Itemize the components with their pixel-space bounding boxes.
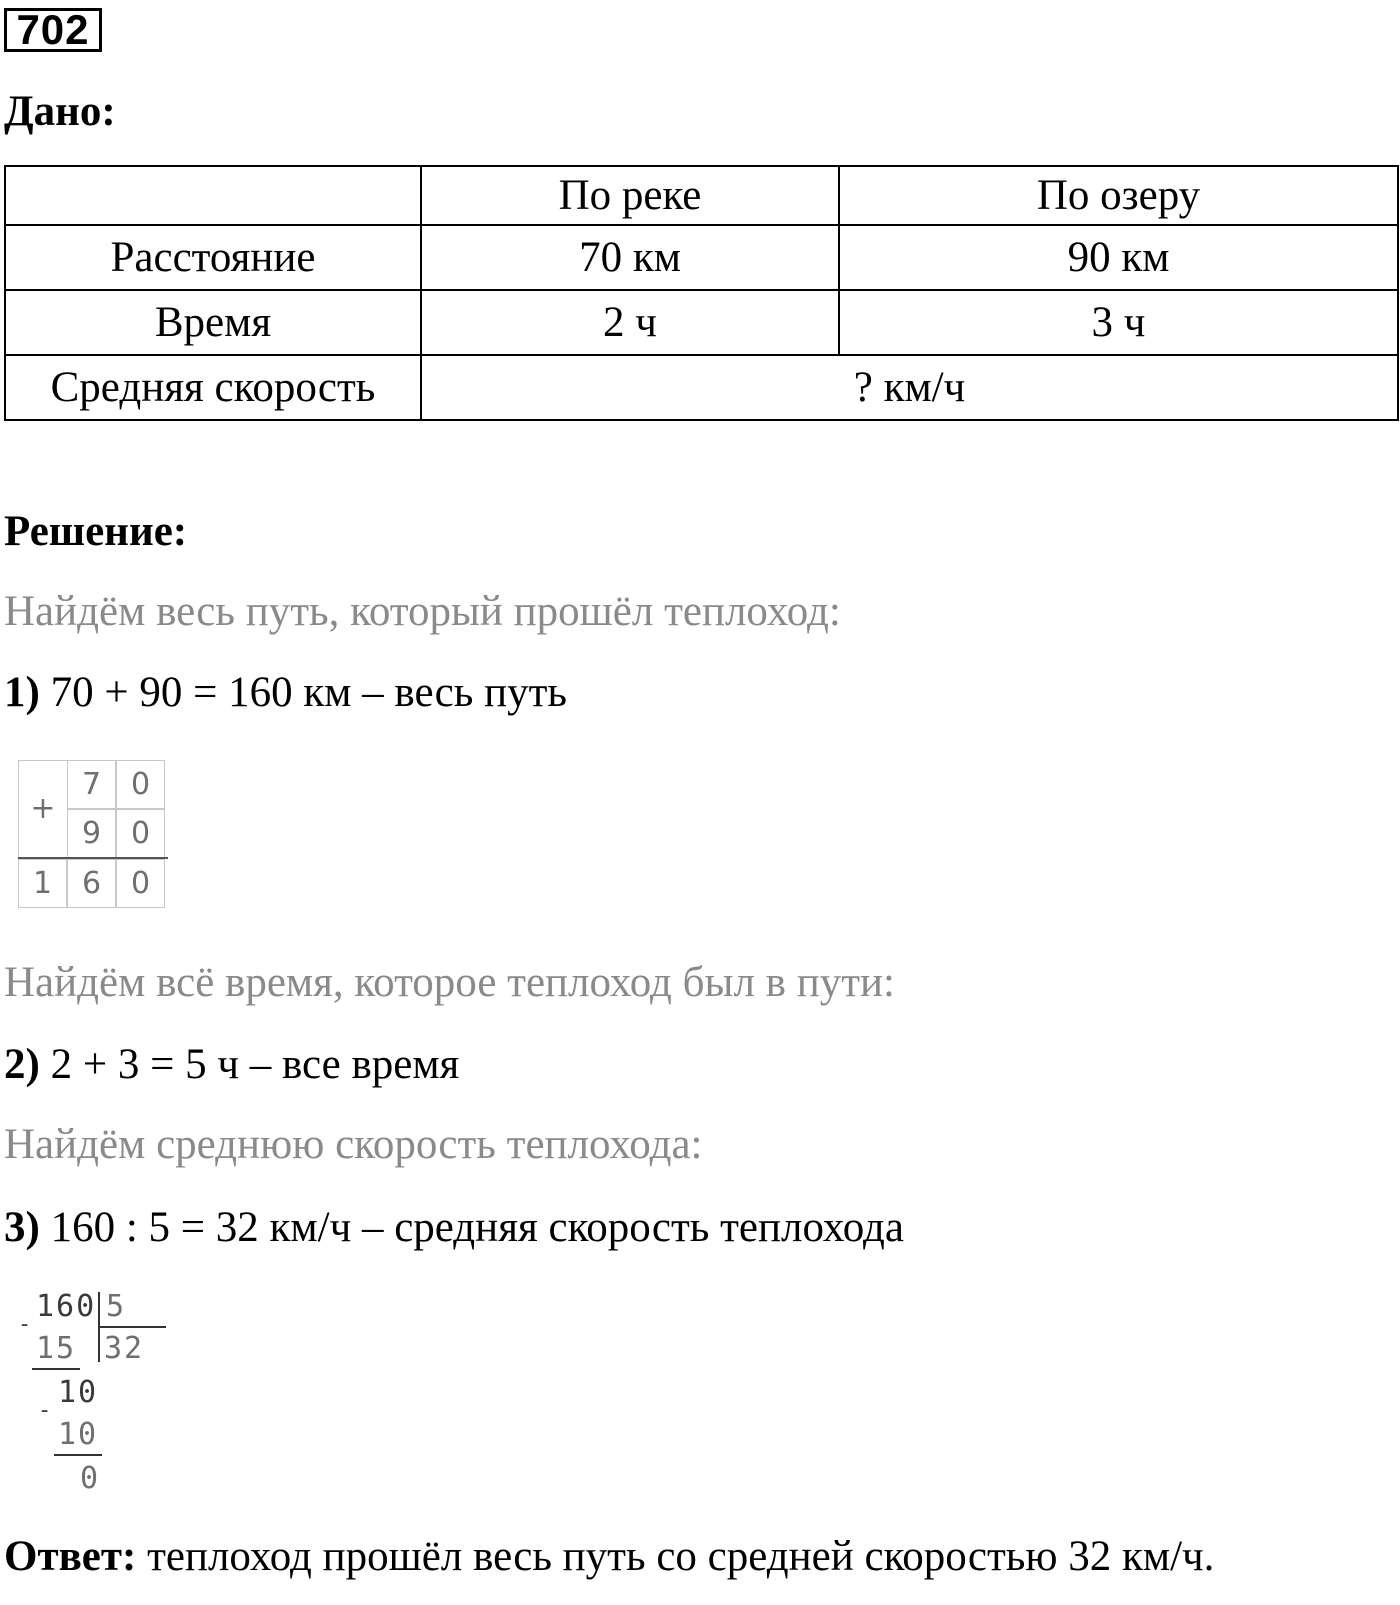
remainder: 10 <box>58 1375 99 1410</box>
minus-sign: - <box>18 1312 34 1337</box>
plus-sign: + <box>18 760 67 858</box>
table-cell: 3 ч <box>839 290 1398 355</box>
table-cell: Время <box>5 290 421 355</box>
minus-sign: - <box>38 1398 54 1423</box>
long-division <box>18 1290 168 1510</box>
hint-text: Найдём среднюю скорость теплохода: <box>4 1121 703 1168</box>
subtraction-line <box>54 1454 102 1456</box>
table-cell: 90 км <box>839 225 1398 290</box>
divisor-line <box>98 1326 166 1328</box>
table-header-cell: По озеру <box>839 166 1398 225</box>
sum-line <box>18 857 168 859</box>
table-cell: Расстояние <box>5 225 421 290</box>
subtrahend: 15 <box>36 1331 77 1366</box>
final-remainder: 0 <box>80 1461 101 1496</box>
answer-label: Ответ: <box>4 1533 137 1580</box>
step-text: 2 + 3 = 5 ч – все время <box>39 1041 460 1088</box>
addition-result-digit: 6 <box>67 859 116 908</box>
table-cell: ? км/ч <box>421 355 1398 420</box>
step-number: 2) <box>4 1041 40 1088</box>
solution-heading: Решение: <box>4 508 188 555</box>
hint-text: Найдём всё время, которое теплоход был в пути: <box>4 959 895 1006</box>
step-number: 1) <box>4 669 40 716</box>
divisor: 5 <box>106 1289 127 1324</box>
hint-text: Найдём весь путь, который прошёл теплоход: <box>4 588 841 635</box>
step-text: 160 : 5 = 32 км/ч – средняя скорость теплохода <box>39 1204 904 1251</box>
table-row <box>5 290 1398 355</box>
quotient: 32 <box>104 1331 145 1366</box>
addition-digit: 0 <box>116 809 165 858</box>
solution-step-1 <box>4 668 567 718</box>
table-header-cell <box>5 166 421 225</box>
answer-text: теплоход прошёл весь путь со средней скоростью 32 км/ч. <box>136 1533 1215 1580</box>
answer <box>4 1532 1214 1582</box>
table-cell: Средняя скорость <box>5 355 421 420</box>
subtrahend: 10 <box>58 1417 99 1452</box>
dividend: 160 <box>36 1289 97 1324</box>
table-header-cell: По реке <box>421 166 839 225</box>
table-header-row <box>5 166 1398 225</box>
solution-step-3 <box>4 1203 904 1253</box>
table-cell: 2 ч <box>421 290 839 355</box>
column-addition <box>18 760 170 910</box>
addition-digit: 7 <box>67 760 116 809</box>
step-text: 70 + 90 = 160 км – весь путь <box>39 669 567 716</box>
addition-result-digit: 0 <box>116 859 165 908</box>
given-heading: Дано: <box>4 88 116 135</box>
addition-result-digit: 1 <box>18 859 67 908</box>
table-row <box>5 225 1398 290</box>
subtraction-line <box>32 1368 80 1370</box>
task-number: 702 <box>4 8 102 52</box>
table-cell: 70 км <box>421 225 839 290</box>
addition-digit: 0 <box>116 760 165 809</box>
given-table <box>4 165 1399 421</box>
table-row <box>5 355 1398 420</box>
step-number: 3) <box>4 1204 40 1251</box>
addition-digit: 9 <box>67 809 116 858</box>
solution-step-2 <box>4 1040 459 1090</box>
